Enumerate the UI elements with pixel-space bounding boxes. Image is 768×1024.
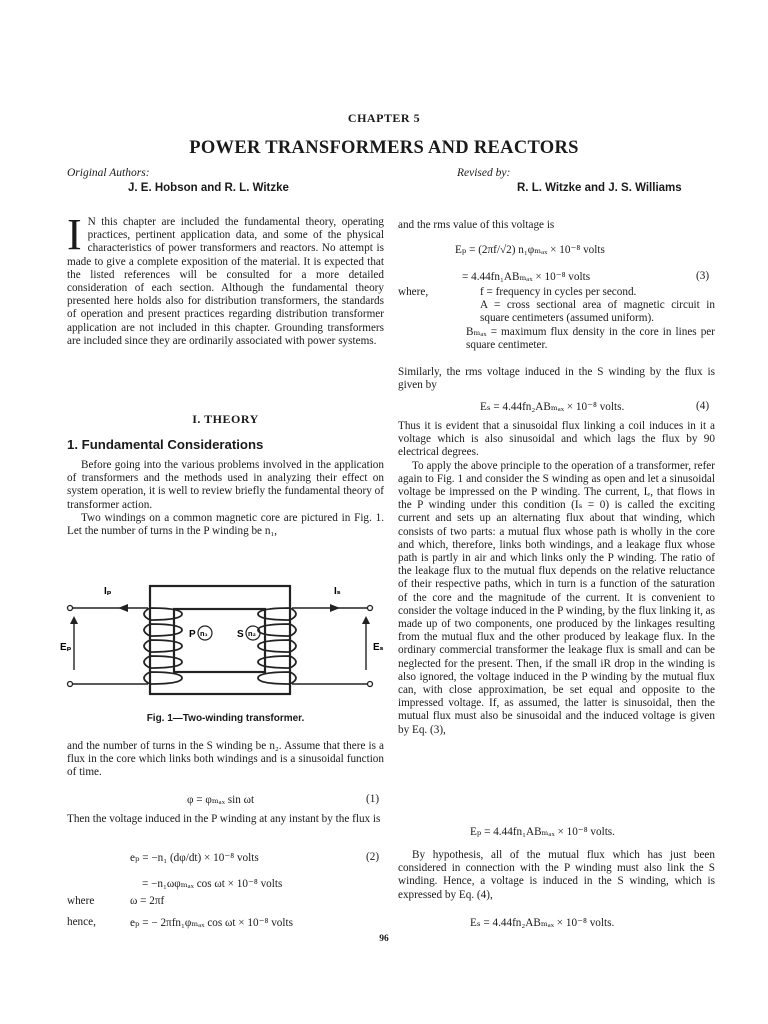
subsection-heading: 1. Fundamental Considerations xyxy=(67,437,264,452)
definitions-list xyxy=(466,286,715,352)
equation-3b: = 4.44fn₁ABₘₐₓ × 10⁻⁸ volts xyxy=(462,271,591,283)
es-arrowhead xyxy=(362,616,370,624)
equation-5: Eₚ = 4.44fn₁ABₘₐₓ × 10⁻⁸ volts. xyxy=(470,826,615,838)
paragraph-text: Thus it is evident that a sinusoidal flux linking a coil induces in it a voltage which is also sinusoidal and which lags the flux by 90 electrical degrees. xyxy=(398,420,715,459)
chapter-label: CHAPTER 5 xyxy=(347,111,421,125)
paragraph-text: Then the voltage induced in the P winding at any instant by the flux is xyxy=(67,813,381,825)
equation-6: Eₛ = 4.44fn₂ABₘₐₓ × 10⁻⁸ volts. xyxy=(470,917,615,929)
core-window xyxy=(174,609,265,672)
revised-by-names: R. L. Witzke and J. S. Williams xyxy=(517,182,682,194)
hence-label: hence, xyxy=(67,916,96,928)
paragraph-text: Two windings on a common magnetic core are pictured in Fig. 1. Let the number of turns in the P winding be n₁, xyxy=(67,511,384,538)
right-paragraph-4 xyxy=(398,849,715,902)
paragraph-text: and the number of turns in the S winding be n₂. Assume that there is a flux in the core which links both windings and is a sinusoidal function of time. xyxy=(67,740,384,779)
drop-cap: I xyxy=(67,210,82,259)
p-label: P xyxy=(189,629,196,640)
equation-1: φ = φₘₐₓ sin ωt xyxy=(187,794,255,806)
equation-1-number: (1) xyxy=(366,793,380,805)
paragraph-text: By hypothesis, all of the mutual flux which has just been considered in connection with the P winding must also link the S winding. Hence, a voltage is induced in the S winding, which is expressed by Eq. (4), xyxy=(398,849,715,901)
terminal xyxy=(68,682,73,687)
equation-3-number: (3) xyxy=(696,270,710,282)
equation-2b: = −n₁ωφₘₐₓ cos ωt × 10⁻⁸ volts xyxy=(142,878,283,890)
intro-paragraph xyxy=(67,210,384,348)
where-label-right: where, xyxy=(398,286,429,298)
n2-label: n₂ xyxy=(248,629,256,638)
terminal xyxy=(68,606,73,611)
revised-by-label: Revised by: xyxy=(457,167,511,179)
right-intro-line xyxy=(398,219,715,232)
core-outer xyxy=(150,586,290,694)
omega-definition: ω = 2πf xyxy=(130,895,165,907)
equation-ep-instant: eₚ = − 2πfn₁φₘₐₓ cos ωt × 10⁻⁸ volts xyxy=(130,917,293,929)
page-number: 96 xyxy=(379,934,389,944)
chapter-title: POWER TRANSFORMERS AND REACTORS xyxy=(189,138,579,158)
two-winding-transformer-figure xyxy=(60,572,390,710)
equation-2-number: (2) xyxy=(366,851,380,863)
es-label: Eₛ xyxy=(373,642,384,653)
left-paragraph-1 xyxy=(67,459,384,538)
paragraph-text: To apply the above principle to the operation of a transformer, refer again to Fig. 1 and consider the S winding as open and let a sinusoidal voltage be impressed on the P winding. The current, Iₑ, that flows in the P winding under this condition (Iₛ = 0) is called the exciting current and sets up an alternating flux about that winding, which consists of two parts: a mutual flux whose path is wholly in the core and which, therefore, links both windings, and a leakage flux whose path is partly in air and which links only the P winding. The ratio of the leakage flux to the mutual flux depends on the relative reluctance of their respective paths, which in turn is a function of the saturation of the core and the magnitude of the current. It is convenient to consider the voltage induced in the P winding, by the flux linking it, as made up of two components, one produced by the linkages resulting from the mutual flux and the other produced by leakage flux. In the ordinary commercial transformer the leakage flux is small and can be neglected for the present. Then, if the small iR drop in the winding is also ignored, the voltage induced in the P winding by the mutual flux can, with close approximation, be set equal and opposite to the impressed voltage. If, as assumed, the latter is sinusoidal, then the mutual flux must also be sinusoidal and the induced voltage is given by Eq. (3), xyxy=(398,459,715,736)
paragraph-text: and the rms value of this voltage is xyxy=(398,219,555,231)
left-paragraph-3 xyxy=(67,740,384,780)
s-label: S xyxy=(237,629,244,640)
definition-f: f = frequency in cycles per second. xyxy=(480,286,637,298)
intro-text: N this chapter are included the fundamental theory, operating practices, pertinent application data, and some of the physical characteristics of power transformers and reactors. No attempt is made to give a complete exposition of the material. It is expected that the listed references will be consulted for a more detailed consideration of each section. Although the fundamental theory presented here holds also for distribution transformers, the standards of operation and present practices regarding distribution transformer application are not included in this chapter. Grounding transformers are included since they are ordinarily associated with power systems. xyxy=(67,216,384,347)
equation-4-number: (4) xyxy=(696,400,710,412)
definition-bmax: Bₘₐₓ = maximum flux density in the core in lines per square centimeter. xyxy=(466,325,715,351)
ip-label: Iₚ xyxy=(104,586,112,597)
equation-3a: Eₚ = (2πf/√2) n₁φₘₐₓ × 10⁻⁸ volts xyxy=(455,244,605,256)
paragraph-text: Similarly, the rms voltage induced in the S winding by the flux is given by xyxy=(398,366,715,392)
is-arrow xyxy=(330,604,340,612)
right-paragraph-2 xyxy=(398,420,715,737)
figure-caption: Fig. 1—Two-winding transformer. xyxy=(146,713,305,724)
left-paragraph-4 xyxy=(67,813,384,826)
paragraph-text: Before going into the various problems involved in the application of transformers and the methods used in analyzing their effect on system operation, it is well to review briefly the fundamental theory of transformer action. xyxy=(67,459,384,511)
ip-arrow xyxy=(118,604,128,612)
ep-arrowhead xyxy=(70,616,78,624)
original-authors-names: J. E. Hobson and R. L. Witzke xyxy=(128,182,289,194)
terminal xyxy=(368,682,373,687)
right-paragraph-1 xyxy=(398,366,715,392)
equation-4: Eₛ = 4.44fn₂ABₘₐₓ × 10⁻⁸ volts. xyxy=(480,401,625,413)
ep-label: Eₚ xyxy=(60,642,72,653)
is-label: Iₛ xyxy=(334,586,341,597)
where-label: where xyxy=(67,895,95,907)
terminal xyxy=(368,606,373,611)
n1-label: n₁ xyxy=(200,629,208,638)
definition-a: A = cross sectional area of magnetic circuit in square centimeters (assumed uniform). xyxy=(480,299,715,325)
original-authors-label: Original Authors: xyxy=(67,167,150,179)
section-heading-theory: I. THEORY xyxy=(192,412,259,426)
equation-2a: eₚ = −n₁ (dφ/dt) × 10⁻⁸ volts xyxy=(130,852,259,864)
